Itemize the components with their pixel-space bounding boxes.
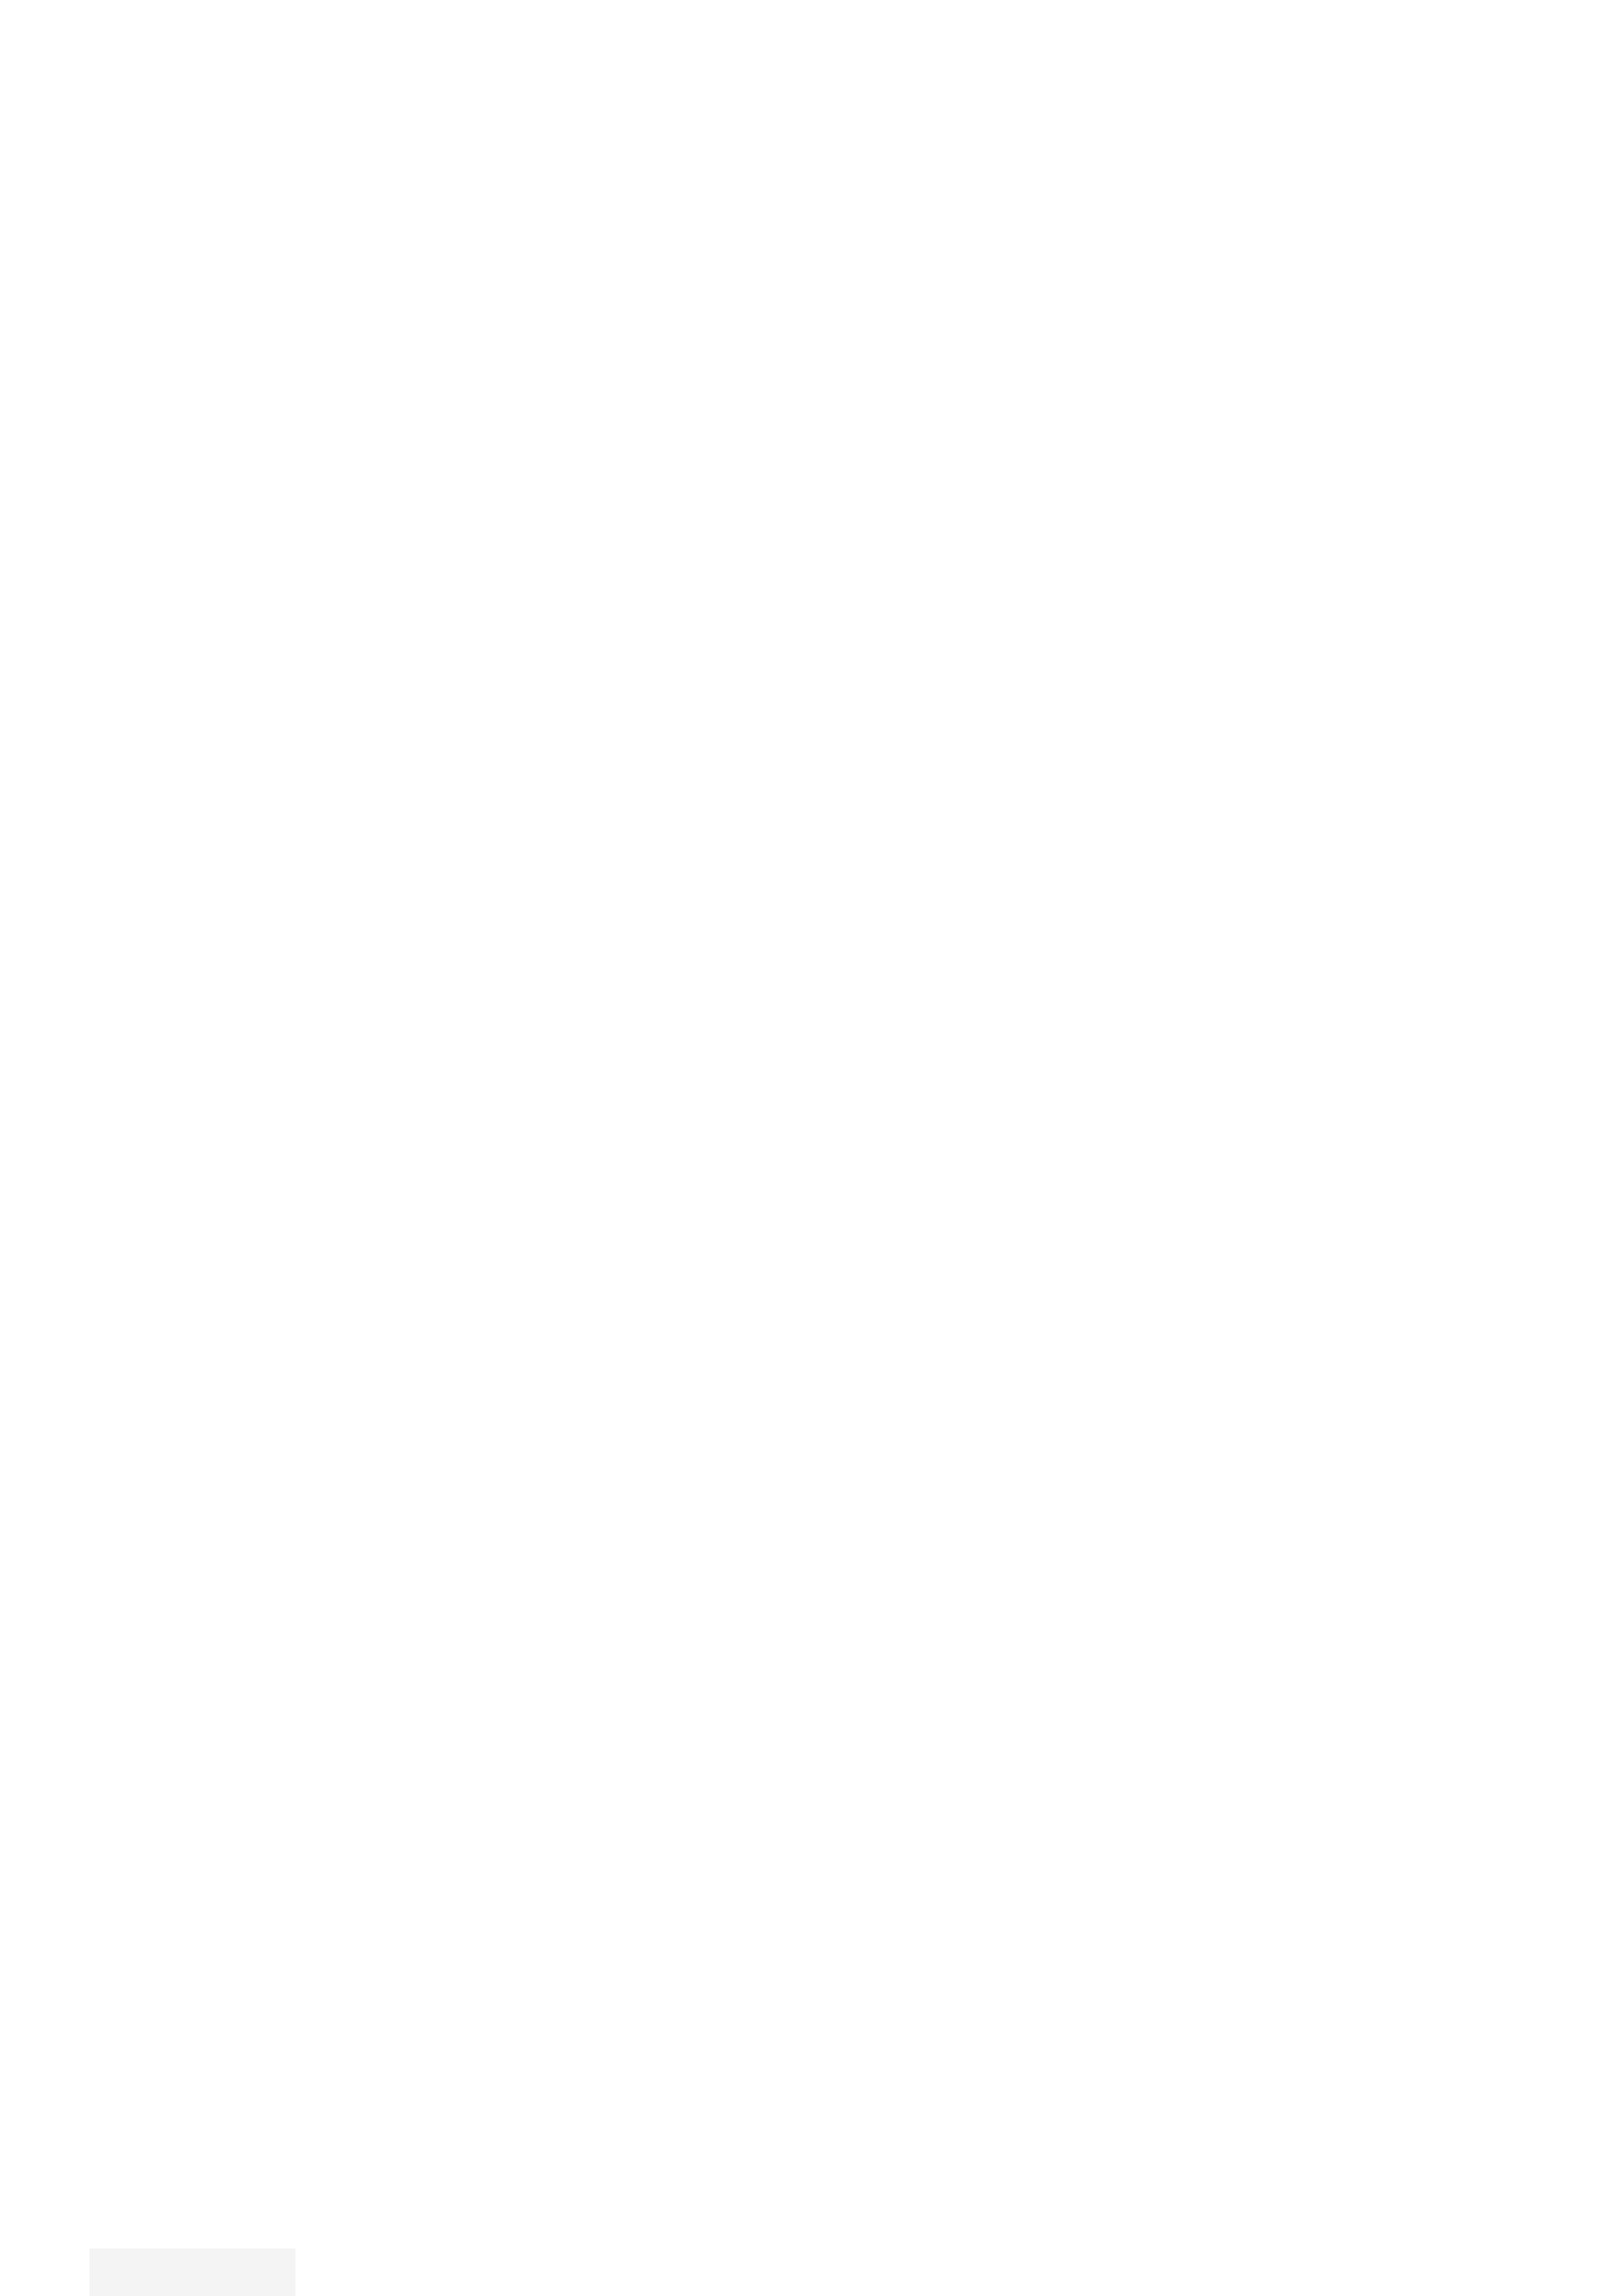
next-thumbnail-partial — [89, 2248, 295, 2296]
